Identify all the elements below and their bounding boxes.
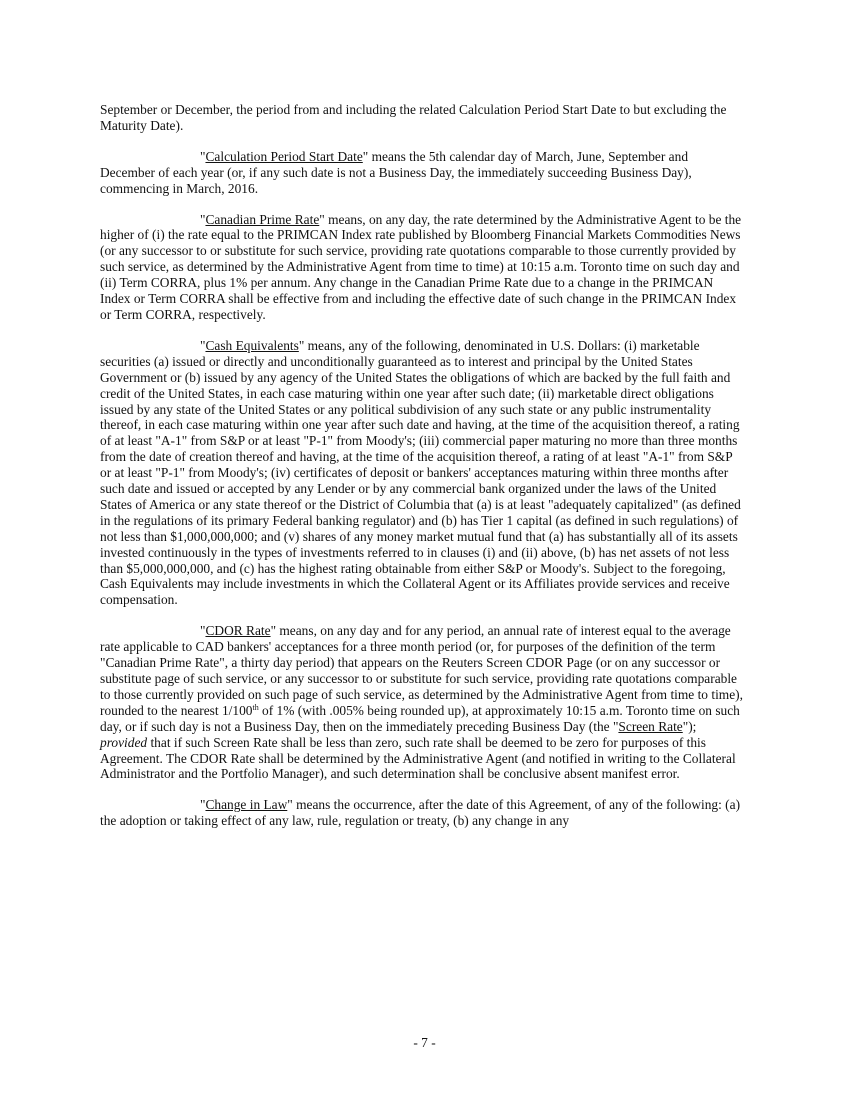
ordinal-superscript: th — [252, 702, 259, 712]
definition-canadian-prime-rate — [100, 212, 746, 323]
quote-mark: " — [200, 797, 206, 813]
quote-mark: " — [200, 623, 206, 639]
definition-text: " means the 5th calendar day of March, June, September and December of each year (or, if any such date is not a Business Day, the immediately succeeding Business Day), commencing in March, 2016. — [100, 148, 692, 196]
defined-term: Change in Law — [205, 797, 288, 813]
italic-term: provided — [100, 734, 148, 750]
defined-term: Cash Equivalents — [205, 337, 299, 353]
defined-term: Calculation Period Start Date — [205, 148, 363, 164]
definition-calculation-period-start-date — [100, 149, 746, 197]
definition-cdor-rate — [100, 623, 746, 782]
definition-text: "); — [682, 718, 697, 734]
paragraph-continuation — [100, 102, 746, 134]
definition-text: that if such Screen Rate shall be less than zero, such rate shall be deemed to be zero for purposes of this Agreement. The CDOR Rate shall be determined by the Administrative Agent (and notified in writing to the Collateral Administrator and the Portfolio Manager), and such determination shall be conclusive absent manifest error. — [100, 734, 736, 782]
defined-term: CDOR Rate — [205, 623, 271, 639]
defined-term-inline: Screen Rate — [618, 718, 683, 734]
definition-text: " means the occurrence, after the date of this Agreement, of any of the following: (a) the adoption or taking effect of any law, rule, regulation or treaty, (b) any change in any — [100, 797, 741, 829]
definition-text: " means, on any day and for any period, an annual rate of interest equal to the average rate applicable to CAD bankers' acceptances for a three month period (or, for purposes of the definition of the term "Canadian Prime Rate", a thirty day period) that appears on the Reuters Screen CDOR Page (or on any successor or substitute page of such service, or any successor to or substitute for such service, providing rate quotations comparable to those currently provided on such page of such service, as determined by the Administrative Agent from time to time), rounded to the nearest 1/100 — [100, 623, 743, 718]
quote-mark: " — [200, 337, 206, 353]
definition-text: of 1% (with .005% being rounded up), at approximately 10:15 a.m. Toronto time on such day, or if such day is not a Business Day, then on the immediately preceding Business Day (the " — [100, 702, 740, 734]
document-body — [100, 102, 746, 844]
defined-term: Canadian Prime Rate — [205, 211, 320, 227]
quote-mark: " — [200, 211, 206, 227]
quote-mark: " — [200, 148, 206, 164]
definition-text: " means, any of the following, denominated in U.S. Dollars: (i) marketable securities (a) issued or directly and unconditionally guaranteed as to interest and principal by the United States Government or (b) issued by any agency of the United States the obligations of which are backed by the full faith and credit of the United States, in each case maturing within one year after such date; (ii) marketable direct obligations issued by any state of the United States or any political subdivision of any such state or any public instrumentality thereof, in each case maturing within one year after such date and having, at the time of the acquisition thereof, a rating of at least "A-1" from S&P or at least "P-1" from Moody's; (iii) commercial paper maturing no more than three months from the date of creation thereof and having, at the time of the acquisition thereof, a rating of at least "A-1" from S&P or at least "P-1" from Moody's; (iv) certificates of deposit or bankers' acceptances maturing within three months after such date and issued or accepted by any Lender or by any commercial bank organized under the laws of the United States of America or any state thereof or the District of Columbia that (a) is at least "adequately capitalized" (as defined in the regulations of its primary Federal banking regulator) and (b) has Tier 1 capital (as defined in such regulations) of not less than $1,000,000,000; and (v) shares of any money market mutual fund that (a) has substantially all of its assets invested continuously in the types of investments referred to in clauses (i) and (ii) above, (b) has net assets of not less than $5,000,000,000, and (c) has the highest rating obtainable from either S&P or Moody's. Subject to the foregoing, Cash Equivalents may include investments in which the Collateral Agent or its Affiliates provide services and receive compensation. — [100, 337, 741, 608]
page-number: - 7 - — [413, 1035, 436, 1050]
paragraph-text: September or December, the period from and including the related Calculation Period Start Date to but excluding the Maturity Date). — [100, 102, 727, 133]
definition-cash-equivalents — [100, 338, 746, 608]
definition-change-in-law — [100, 797, 746, 829]
definition-text: " means, on any day, the rate determined by the Administrative Agent to be the higher of (i) the rate equal to the PRIMCAN Index rate published by Bloomberg Financial Markets Commodities News (or any successor to or substitute for such service, providing rate quotations comparable to those currently provided by such service, as determined by the Administrative Agent from time to time) at 10:15 a.m. Toronto time on such day and (ii) Term CORRA, plus 1% per annum. Any change in the Canadian Prime Rate due to a change in the PRIMCAN Index or Term CORRA shall be effective from and including the effective date of such change in the PRIMCAN Index or Term CORRA, respectively. — [100, 211, 742, 322]
